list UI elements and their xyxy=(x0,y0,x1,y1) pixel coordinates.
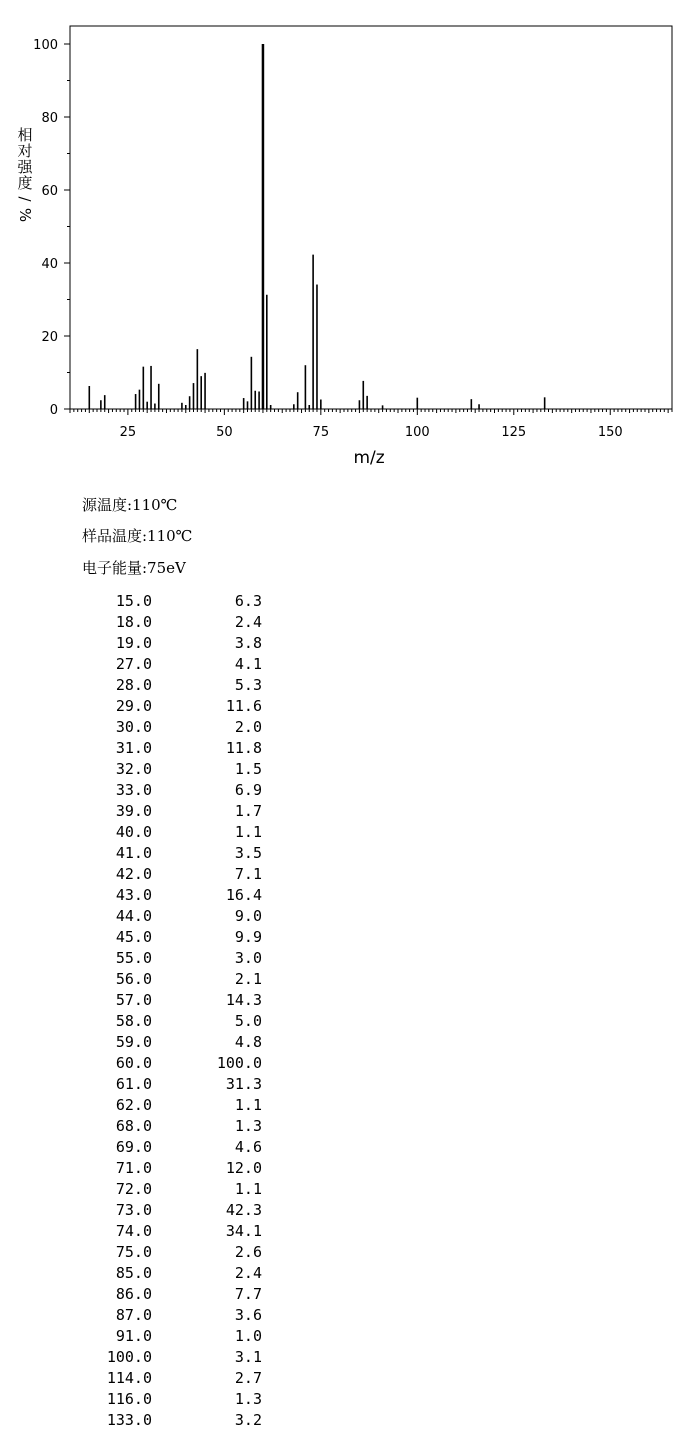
peak-table-row xyxy=(82,990,262,1011)
peak-mz-value: 43.0 xyxy=(115,886,152,904)
peak-table-row xyxy=(82,1074,262,1095)
source-temperature-label: 源温度:110℃ xyxy=(82,496,178,514)
peak-mz-value: 116.0 xyxy=(106,1390,152,1408)
peak-table-row xyxy=(82,654,262,675)
peak-intensity-value: 31.3 xyxy=(225,1075,262,1093)
peak-mz-value: 133.0 xyxy=(106,1411,152,1429)
y-tick-label: 20 xyxy=(41,330,58,345)
y-tick-label: 0 xyxy=(49,403,58,418)
peak-mz-value: 40.0 xyxy=(115,823,152,841)
x-tick-label: 125 xyxy=(501,425,527,440)
mass-spectrum-chart xyxy=(0,0,687,480)
peak-mz-value: 19.0 xyxy=(115,634,152,652)
peak-mz-value: 39.0 xyxy=(115,802,152,820)
peak-mz-value: 42.0 xyxy=(115,865,152,883)
peak-table-row xyxy=(82,759,262,780)
peak-mz-value: 69.0 xyxy=(115,1138,152,1156)
peak-intensity-value: 1.0 xyxy=(234,1327,262,1345)
plot-frame xyxy=(70,26,672,409)
peak-table-row xyxy=(82,906,262,927)
peak-mz-value: 57.0 xyxy=(115,991,152,1009)
peak-intensity-value: 5.3 xyxy=(234,676,262,694)
peak-mz-value: 100.0 xyxy=(106,1348,152,1366)
y-tick-label: 100 xyxy=(33,38,58,53)
peak-mz-value: 29.0 xyxy=(115,697,152,715)
peak-intensity-value: 1.7 xyxy=(234,802,262,820)
axes xyxy=(70,26,672,409)
peak-table-row xyxy=(82,633,262,654)
peak-intensity-value: 34.1 xyxy=(225,1222,262,1240)
peak-mz-value: 32.0 xyxy=(115,760,152,778)
peak-intensity-value: 1.1 xyxy=(234,1180,262,1198)
peak-intensity-value: 100.0 xyxy=(216,1054,262,1072)
peak-mz-value: 73.0 xyxy=(115,1201,152,1219)
y-axis-label-char: 度 xyxy=(17,174,33,192)
peak-intensity-value: 3.6 xyxy=(234,1306,262,1324)
peak-mz-value: 68.0 xyxy=(115,1117,152,1135)
peak-mz-value: 72.0 xyxy=(115,1180,152,1198)
peak-mz-value: 30.0 xyxy=(115,718,152,736)
peak-mz-value: 56.0 xyxy=(115,970,152,988)
x-tick-label: 25 xyxy=(119,425,137,440)
peak-mz-value: 85.0 xyxy=(115,1264,152,1282)
peak-mz-value: 33.0 xyxy=(115,781,152,799)
peak-intensity-value: 6.9 xyxy=(234,781,262,799)
peak-intensity-value: 1.1 xyxy=(234,1096,262,1114)
peak-mz-value: 61.0 xyxy=(115,1075,152,1093)
electron-energy-label: 电子能量:75eV xyxy=(82,559,186,577)
y-axis-label-char: 对 xyxy=(17,142,33,160)
peak-table-row xyxy=(82,1410,262,1431)
peak-mz-value: 74.0 xyxy=(115,1222,152,1240)
peak-mz-value: 27.0 xyxy=(115,655,152,673)
peak-intensity-value: 9.9 xyxy=(234,928,262,946)
peak-table-row xyxy=(82,1221,262,1242)
peak-intensity-value: 3.8 xyxy=(234,634,262,652)
peak-intensity-value: 2.4 xyxy=(234,613,262,631)
peak-mz-value: 86.0 xyxy=(115,1285,152,1303)
peak-table-row xyxy=(82,1389,262,1410)
peak-intensity-value: 4.6 xyxy=(234,1138,262,1156)
peak-intensity-value: 3.5 xyxy=(234,844,262,862)
peak-table-row xyxy=(82,948,262,969)
peak-table-row xyxy=(82,1011,262,1032)
peak-table-row xyxy=(82,1116,262,1137)
peak-table-row xyxy=(82,1326,262,1347)
x-tick-label: 100 xyxy=(404,425,430,440)
peak-intensity-value: 2.7 xyxy=(234,1369,262,1387)
peak-table-row xyxy=(82,885,262,906)
peak-intensity-value: 2.6 xyxy=(234,1243,262,1261)
peak-table-row xyxy=(82,801,262,822)
peak-intensity-value: 11.8 xyxy=(225,739,262,757)
x-tick-label: 150 xyxy=(597,425,623,440)
peak-mz-value: 44.0 xyxy=(115,907,152,925)
x-axis-label: m/z xyxy=(353,448,385,468)
peak-table-row xyxy=(82,1095,262,1116)
peak-mz-value: 71.0 xyxy=(115,1159,152,1177)
peak-intensity-value: 14.3 xyxy=(225,991,262,1009)
peak-table-row xyxy=(82,738,262,759)
peak-mz-value: 15.0 xyxy=(115,592,152,610)
peak-intensity-value: 6.3 xyxy=(234,592,262,610)
peak-intensity-value: 4.8 xyxy=(234,1033,262,1051)
peak-mz-value: 114.0 xyxy=(106,1369,152,1387)
peak-intensity-value: 3.0 xyxy=(234,949,262,967)
peak-mz-value: 87.0 xyxy=(115,1306,152,1324)
peak-table-row xyxy=(82,717,262,738)
peak-mz-value: 60.0 xyxy=(115,1054,152,1072)
peak-table-row xyxy=(82,969,262,990)
peak-intensity-value: 3.1 xyxy=(234,1348,262,1366)
peak-mz-value: 91.0 xyxy=(115,1327,152,1345)
peak-intensity-value: 5.0 xyxy=(234,1012,262,1030)
peak-mz-value: 75.0 xyxy=(115,1243,152,1261)
peak-table-row xyxy=(82,843,262,864)
peak-table-row xyxy=(82,1137,262,1158)
peak-intensity-value: 4.1 xyxy=(234,655,262,673)
x-tick-label: 50 xyxy=(216,425,233,440)
y-tick-label: 60 xyxy=(41,184,58,199)
peak-table-row xyxy=(82,927,262,948)
peak-intensity-value: 2.4 xyxy=(234,1264,262,1282)
peak-intensity-value: 1.3 xyxy=(234,1390,262,1408)
x-tick-label: 75 xyxy=(312,425,330,440)
peak-intensity-value: 16.4 xyxy=(225,886,262,904)
peak-table-row xyxy=(82,1200,262,1221)
peak-intensity-value: 7.1 xyxy=(234,865,262,883)
peak-table-row xyxy=(82,1053,262,1074)
peak-mz-value: 62.0 xyxy=(115,1096,152,1114)
peak-table-row xyxy=(82,780,262,801)
peak-table-row xyxy=(82,1284,262,1305)
peak-table-row xyxy=(82,864,262,885)
y-tick-label: 80 xyxy=(41,111,58,126)
peak-mz-value: 55.0 xyxy=(115,949,152,967)
peak-intensity-value: 42.3 xyxy=(225,1201,262,1219)
peak-table-row xyxy=(82,1158,262,1179)
peak-table-row xyxy=(82,612,262,633)
peak-intensity-value: 2.0 xyxy=(234,718,262,736)
y-tick-label: 40 xyxy=(41,257,58,272)
peak-intensity-value: 11.6 xyxy=(225,697,262,715)
peak-table-row xyxy=(82,696,262,717)
peak-intensity-value: 1.5 xyxy=(234,760,262,778)
peak-table-row xyxy=(82,1263,262,1284)
peak-mz-value: 59.0 xyxy=(115,1033,152,1051)
peak-mz-value: 31.0 xyxy=(115,739,152,757)
peak-intensity-value: 12.0 xyxy=(225,1159,262,1177)
peak-mz-value: 28.0 xyxy=(115,676,152,694)
axis-ticks xyxy=(16,38,672,468)
peak-table-row xyxy=(82,1305,262,1326)
peak-table-row xyxy=(82,1368,262,1389)
y-axis-label-char: 相 xyxy=(17,126,33,144)
peak-table-row xyxy=(82,591,262,612)
peak-table-row xyxy=(82,1242,262,1263)
peak-mz-value: 18.0 xyxy=(115,613,152,631)
peak-mz-value: 58.0 xyxy=(115,1012,152,1030)
y-axis-label-char: 强 xyxy=(17,158,33,176)
peak-table-row xyxy=(82,1179,262,1200)
peak-table-row xyxy=(82,1347,262,1368)
peak-table-row xyxy=(82,1032,262,1053)
y-axis-label-char: % xyxy=(16,207,34,223)
peak-intensity-value: 1.1 xyxy=(234,823,262,841)
peak-intensity-value: 1.3 xyxy=(234,1117,262,1135)
peak-table-row xyxy=(82,822,262,843)
peak-table-row xyxy=(82,675,262,696)
peak-mz-value: 41.0 xyxy=(115,844,152,862)
peak-table xyxy=(82,591,262,1431)
peak-mz-value: 45.0 xyxy=(115,928,152,946)
y-axis-label-char: / xyxy=(16,196,34,202)
peak-bars xyxy=(89,44,544,409)
peak-intensity-value: 9.0 xyxy=(234,907,262,925)
peak-intensity-value: 2.1 xyxy=(234,970,262,988)
peak-intensity-value: 7.7 xyxy=(234,1285,262,1303)
sample-temperature-label: 样品温度:110℃ xyxy=(82,527,193,545)
peak-intensity-value: 3.2 xyxy=(234,1411,262,1429)
